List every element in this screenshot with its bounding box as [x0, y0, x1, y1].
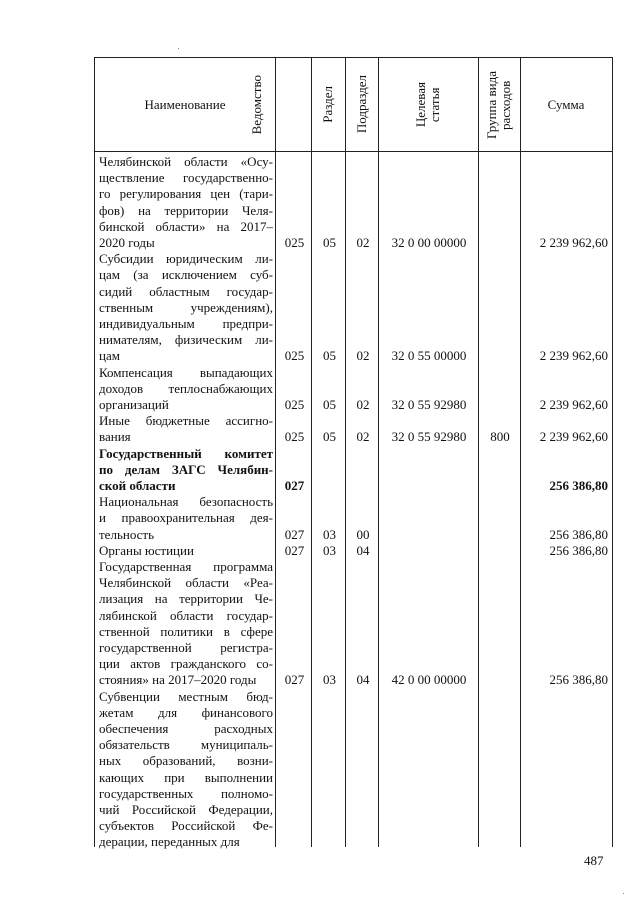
table-row — [95, 251, 612, 364]
scan-speck — [178, 48, 179, 49]
row-name-line: индивидуальным предпри- — [99, 315, 273, 331]
row-name-line: Органы юстиции — [99, 542, 194, 558]
row-celevaya: 32 0 00 00000 — [391, 235, 467, 250]
table-row — [95, 559, 612, 689]
row-vedomstvo: 027 — [284, 526, 305, 542]
row-razdel: 05 — [323, 396, 336, 412]
row-name-line: стояния» на 2017–2020 годы — [99, 672, 257, 688]
row-podrazdel: 02 — [356, 348, 370, 364]
row-name-line: по делам ЗАГС Челябин- — [99, 461, 273, 477]
row-name-line: ществление государственно- — [99, 170, 273, 186]
row-summa: 2 239 962,60 — [539, 429, 608, 445]
row-name-line: нимателям, физическим ли- — [99, 332, 273, 348]
row-name — [99, 543, 273, 559]
table-row — [95, 689, 612, 851]
header-summa-text: Сумма — [547, 96, 585, 112]
row-name-line: ции актов гражданского со- — [99, 656, 273, 672]
row-name-line: обеспечения расходных — [99, 720, 273, 736]
row-razdel: 05 — [323, 348, 336, 364]
row-name-line: бинской области» на 2017– — [99, 218, 273, 234]
scan-speck — [623, 893, 624, 894]
row-name-line: Государственный комитет — [99, 445, 273, 461]
row-name-line: Челябинской области «Осу- — [99, 154, 273, 169]
row-celevaya: 32 0 55 92980 — [391, 396, 467, 412]
row-podrazdel: 00 — [356, 526, 370, 542]
header-summa — [520, 58, 612, 151]
row-name-line: 2020 годы — [99, 234, 155, 250]
table-row — [95, 494, 612, 543]
row-name-line: и правоохранительная дея- — [99, 510, 273, 526]
row-name-line: организаций — [99, 396, 169, 412]
row-podrazdel: 04 — [356, 672, 370, 688]
row-celevaya: 32 0 55 92980 — [391, 429, 467, 445]
row-vedomstvo: 025 — [284, 429, 305, 445]
table-row — [95, 543, 612, 559]
header-vedomstvo-text: Ведомство — [249, 74, 264, 135]
row-name-line: лизация на территории Че- — [99, 591, 273, 607]
row-vedomstvo: 027 — [284, 477, 305, 493]
row-vedomstvo: 025 — [284, 396, 305, 412]
header-vedomstvo — [239, 58, 275, 151]
row-podrazdel: 02 — [356, 396, 370, 412]
header-razdel — [311, 58, 345, 151]
row-name-line: Государственная программа — [99, 559, 273, 574]
row-podrazdel: 04 — [356, 542, 370, 558]
row-name — [99, 251, 273, 364]
row-vedomstvo: 027 — [284, 542, 305, 558]
page-number: 487 — [584, 853, 604, 868]
row-name-line: фов) на территории Челя- — [99, 202, 273, 218]
header-podrazdel-text: Подраздел — [353, 75, 369, 134]
header-celevaya-text: Целевая статья — [413, 81, 442, 128]
row-summa: 256 386,80 — [549, 672, 608, 688]
row-name — [99, 365, 273, 414]
row-name — [99, 413, 273, 445]
row-name-line: ных образований, возни- — [99, 753, 273, 769]
row-name-line: Челябинской области «Реа- — [99, 575, 273, 591]
row-name-line: цам (за исключением суб- — [99, 267, 273, 283]
budget-table — [94, 57, 613, 850]
row-vedomstvo: 027 — [284, 672, 305, 688]
row-summa: 256 386,80 — [549, 477, 608, 493]
header-name-text: Наименование — [144, 96, 226, 112]
row-razdel: 03 — [323, 526, 336, 542]
table-row — [95, 365, 612, 414]
row-name-line: лябинской области государ- — [99, 607, 273, 623]
row-summa: 2 239 962,60 — [539, 235, 608, 250]
table-row — [95, 413, 612, 445]
row-name-line: вания — [99, 429, 131, 445]
row-vedomstvo: 025 — [284, 235, 305, 250]
row-celevaya: 32 0 55 00000 — [391, 348, 467, 364]
row-gruppa: 800 — [490, 429, 510, 445]
row-name-line: жетам для финансового — [99, 704, 273, 720]
row-name — [99, 154, 273, 251]
row-summa: 256 386,80 — [549, 542, 608, 558]
row-name-line: цам — [99, 348, 120, 364]
row-name-line: Компенсация выпадающих — [99, 364, 273, 380]
row-vedomstvo: 025 — [284, 348, 305, 364]
row-name-line: дерации, переданных для — [99, 834, 240, 850]
row-name-line: кающих при выполнении — [99, 769, 273, 785]
row-name-line: сидий областным государ- — [99, 283, 273, 299]
row-razdel: 05 — [323, 429, 336, 445]
header-gruppa — [478, 58, 520, 151]
row-name — [99, 689, 273, 851]
row-name-line: доходов теплоснабжающих — [99, 380, 273, 396]
row-name-line: ственным учреждениям), — [99, 299, 273, 315]
row-name-line: тельность — [99, 526, 155, 542]
row-name-line: государственных полномо- — [99, 785, 273, 801]
row-name-line: ственной политики в сфере — [99, 623, 273, 639]
row-podrazdel: 02 — [356, 429, 370, 445]
row-name-line: государственной регистра- — [99, 639, 273, 655]
row-name — [99, 494, 273, 543]
header-celevaya — [378, 58, 478, 151]
header-podrazdel — [345, 58, 378, 151]
row-name — [99, 446, 273, 495]
table-row — [95, 446, 612, 495]
row-name-line: Иные бюджетные ассигно- — [99, 413, 273, 429]
row-name-line: Национальная безопасность — [99, 494, 273, 510]
row-summa: 2 239 962,60 — [539, 348, 608, 364]
row-celevaya: 42 0 00 00000 — [391, 672, 467, 688]
row-razdel: 05 — [323, 235, 336, 250]
row-name-line: го регулирования цен (тари- — [99, 186, 273, 202]
row-name-line: Субвенции местным бюд- — [99, 688, 273, 704]
row-name-line: обязательств муниципаль- — [99, 737, 273, 753]
row-name-line: Субсидии юридическим ли- — [99, 251, 273, 267]
row-summa: 256 386,80 — [549, 526, 608, 542]
row-summa: 2 239 962,60 — [539, 396, 608, 412]
row-razdel: 03 — [323, 542, 336, 558]
table-row — [95, 154, 612, 251]
row-name-line: ской области — [99, 477, 176, 493]
header-razdel-text: Раздел — [320, 86, 335, 123]
row-name-line: субъектов Российской Фе- — [99, 818, 273, 834]
header-gruppa-text: Группа вида расходов — [484, 70, 513, 139]
row-name — [99, 559, 273, 689]
row-name-line: чий Российской Федерации, — [99, 801, 273, 817]
row-razdel: 03 — [323, 672, 336, 688]
row-podrazdel: 02 — [356, 235, 370, 250]
